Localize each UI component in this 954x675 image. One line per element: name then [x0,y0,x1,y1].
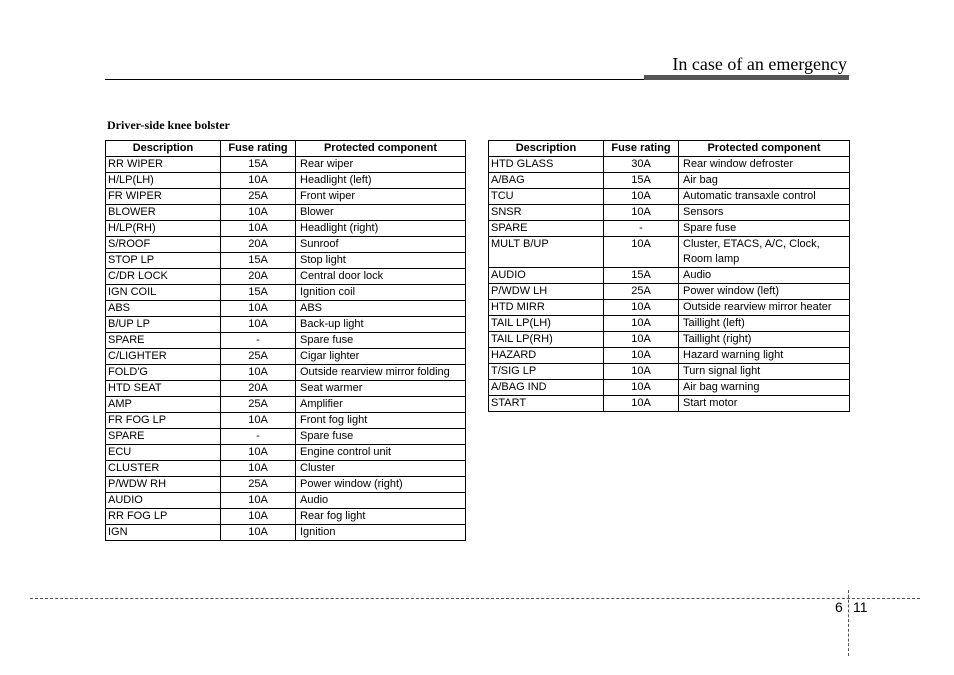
table-row [489,396,850,412]
fuse-rating: 10A [221,509,296,525]
column-header-component: Protected component [679,141,850,157]
fuse-description: HTD SEAT [106,381,221,397]
table-row [106,317,466,333]
fuse-rating: 10A [604,189,679,205]
fuse-rating: 15A [604,268,679,284]
fuse-rating: 10A [221,205,296,221]
table-row [489,364,850,380]
fuse-description: RR WIPER [106,157,221,173]
fuse-description: H/LP(LH) [106,173,221,189]
fuse-description: P/WDW RH [106,477,221,493]
table-row [106,349,466,365]
table-row [106,381,466,397]
table-row [106,397,466,413]
table-row [106,173,466,189]
table-row [106,189,466,205]
fuse-component: Back-up light [296,317,466,333]
fuse-component-line: Room lamp [683,253,740,265]
table-row [106,461,466,477]
fuse-description: SPARE [106,333,221,349]
table-row [489,316,850,332]
table-row [489,221,850,237]
fuse-component: Audio [296,493,466,509]
fuse-description: A/BAG IND [489,380,604,396]
table-row [106,301,466,317]
fuse-component: Spare fuse [296,429,466,445]
fuse-rating: 10A [604,332,679,348]
fuse-rating: 10A [604,364,679,380]
fuse-rating: 10A [221,413,296,429]
fuse-component: Air bag [679,173,850,189]
fuse-component: Amplifier [296,397,466,413]
fuse-component: Taillight (left) [679,316,850,332]
table-row [489,284,850,300]
fuse-rating: 10A [221,493,296,509]
fuse-component: Front fog light [296,413,466,429]
fuse-description: CLUSTER [106,461,221,477]
table-row [489,189,850,205]
fuse-description: S/ROOF [106,237,221,253]
column-header-rating: Fuse rating [604,141,679,157]
fuse-component: Blower [296,205,466,221]
fuse-rating: 10A [221,173,296,189]
fuse-component: Power window (left) [679,284,850,300]
column-header-description: Description [106,141,221,157]
table-row [489,332,850,348]
table-row [106,429,466,445]
fuse-component: Rear wiper [296,157,466,173]
table-row [106,205,466,221]
fuse-component: Rear fog light [296,509,466,525]
fuse-component: Central door lock [296,269,466,285]
fuse-component: Stop light [296,253,466,269]
fuse-component: Air bag warning [679,380,850,396]
table-row [106,157,466,173]
table-row [106,333,466,349]
fuse-description: HTD GLASS [489,157,604,173]
table-row [106,493,466,509]
fuse-description: H/LP(RH) [106,221,221,237]
fuse-component: Turn signal light [679,364,850,380]
fuse-description: RR FOG LP [106,509,221,525]
fuse-description: FOLD'G [106,365,221,381]
page-header-title: In case of an emergency [672,54,847,74]
fuse-table-left [105,140,466,541]
fuse-description: SPARE [106,429,221,445]
fuse-description: AMP [106,397,221,413]
table-row [106,365,466,381]
fuse-description: IGN [106,525,221,541]
fuse-rating: 10A [221,525,296,541]
fuse-component: Ignition coil [296,285,466,301]
table-row [489,300,850,316]
fuse-component: Audio [679,268,850,284]
fuse-rating: 15A [221,157,296,173]
fuse-component: Front wiper [296,189,466,205]
fuse-rating: 30A [604,157,679,173]
footer-divider [848,590,849,656]
fuse-rating: 15A [604,173,679,189]
fuse-rating: 10A [604,380,679,396]
fuse-rating: 10A [604,348,679,364]
fuse-rating: 25A [221,349,296,365]
fuse-component: Taillight (right) [679,332,850,348]
fuse-description: B/UP LP [106,317,221,333]
table-row [106,509,466,525]
fuse-component: Sunroof [296,237,466,253]
fuse-component: Headlight (right) [296,221,466,237]
fuse-rating: - [604,221,679,237]
table-row [106,285,466,301]
fuse-description: HTD MIRR [489,300,604,316]
table-row [489,380,850,396]
fuse-component: Outside rearview mirror heater [679,300,850,316]
column-header-rating: Fuse rating [221,141,296,157]
fuse-rating: - [221,333,296,349]
fuse-component: Rear window defroster [679,157,850,173]
table-row [106,253,466,269]
table-row [489,348,850,364]
fuse-component: Spare fuse [679,221,850,237]
fuse-description: SPARE [489,221,604,237]
fuse-rating: 25A [604,284,679,300]
fuse-description: FR WIPER [106,189,221,205]
fuse-description: AUDIO [106,493,221,509]
fuse-rating: 20A [221,269,296,285]
fuse-rating: 10A [604,205,679,221]
fuse-rating: 10A [604,300,679,316]
fuse-rating: 25A [221,189,296,205]
fuse-rating: 10A [221,221,296,237]
fuse-rating: 10A [221,301,296,317]
table-row [106,525,466,541]
fuse-description: TAIL LP(LH) [489,316,604,332]
fuse-rating: 10A [604,396,679,412]
table-row [106,269,466,285]
table-row [489,173,850,189]
fuse-description: T/SIG LP [489,364,604,380]
page-number: 11 [853,599,868,615]
fuse-component: ABS [296,301,466,317]
fuse-component: Seat warmer [296,381,466,397]
header-accent-bar [644,75,849,80]
fuse-rating: 20A [221,237,296,253]
fuse-rating: 25A [221,477,296,493]
table-row [106,221,466,237]
table-row [489,157,850,173]
fuse-rating: 10A [221,317,296,333]
fuse-description: MULT B/UP [489,237,604,268]
fuse-component: Automatic transaxle control [679,189,850,205]
fuse-description: ABS [106,301,221,317]
table-row [106,445,466,461]
fuse-component: Ignition [296,525,466,541]
table-row [106,477,466,493]
column-header-component: Protected component [296,141,466,157]
footer-rule [30,598,920,599]
fuse-description: TAIL LP(RH) [489,332,604,348]
fuse-component-line: Cluster, ETACS, A/C, Clock, [683,238,820,250]
fuse-component: Outside rearview mirror folding [296,365,466,381]
fuse-component [679,237,850,268]
page-chapter-number: 6 [835,599,843,615]
fuse-rating: - [221,429,296,445]
fuse-description: BLOWER [106,205,221,221]
fuse-description: FR FOG LP [106,413,221,429]
fuse-rating: 10A [221,445,296,461]
fuse-description: P/WDW LH [489,284,604,300]
fuse-component: Start motor [679,396,850,412]
section-title: Driver-side knee bolster [107,118,230,132]
fuse-description: C/DR LOCK [106,269,221,285]
fuse-rating: 10A [221,365,296,381]
fuse-description: TCU [489,189,604,205]
fuse-description: SNSR [489,205,604,221]
fuse-component: Hazard warning light [679,348,850,364]
table-row [489,205,850,221]
fuse-rating: 15A [221,253,296,269]
fuse-rating: 10A [221,461,296,477]
fuse-table-right [488,140,850,412]
table-row [489,237,850,268]
fuse-rating: 10A [604,316,679,332]
fuse-component: Headlight (left) [296,173,466,189]
fuse-component: Sensors [679,205,850,221]
fuse-description: ECU [106,445,221,461]
fuse-component: Engine control unit [296,445,466,461]
fuse-rating: 20A [221,381,296,397]
column-header-description: Description [489,141,604,157]
fuse-description: A/BAG [489,173,604,189]
table-row [106,237,466,253]
fuse-component: Power window (right) [296,477,466,493]
fuse-description: STOP LP [106,253,221,269]
table-row [106,413,466,429]
fuse-component: Cigar lighter [296,349,466,365]
fuse-component: Spare fuse [296,333,466,349]
fuse-component: Cluster [296,461,466,477]
fuse-description: C/LIGHTER [106,349,221,365]
fuse-description: AUDIO [489,268,604,284]
table-header-row [489,141,850,157]
fuse-description: HAZARD [489,348,604,364]
fuse-rating: 25A [221,397,296,413]
fuse-rating: 10A [604,237,679,268]
table-row [489,268,850,284]
table-header-row [106,141,466,157]
fuse-rating: 15A [221,285,296,301]
fuse-description: IGN COIL [106,285,221,301]
fuse-description: START [489,396,604,412]
